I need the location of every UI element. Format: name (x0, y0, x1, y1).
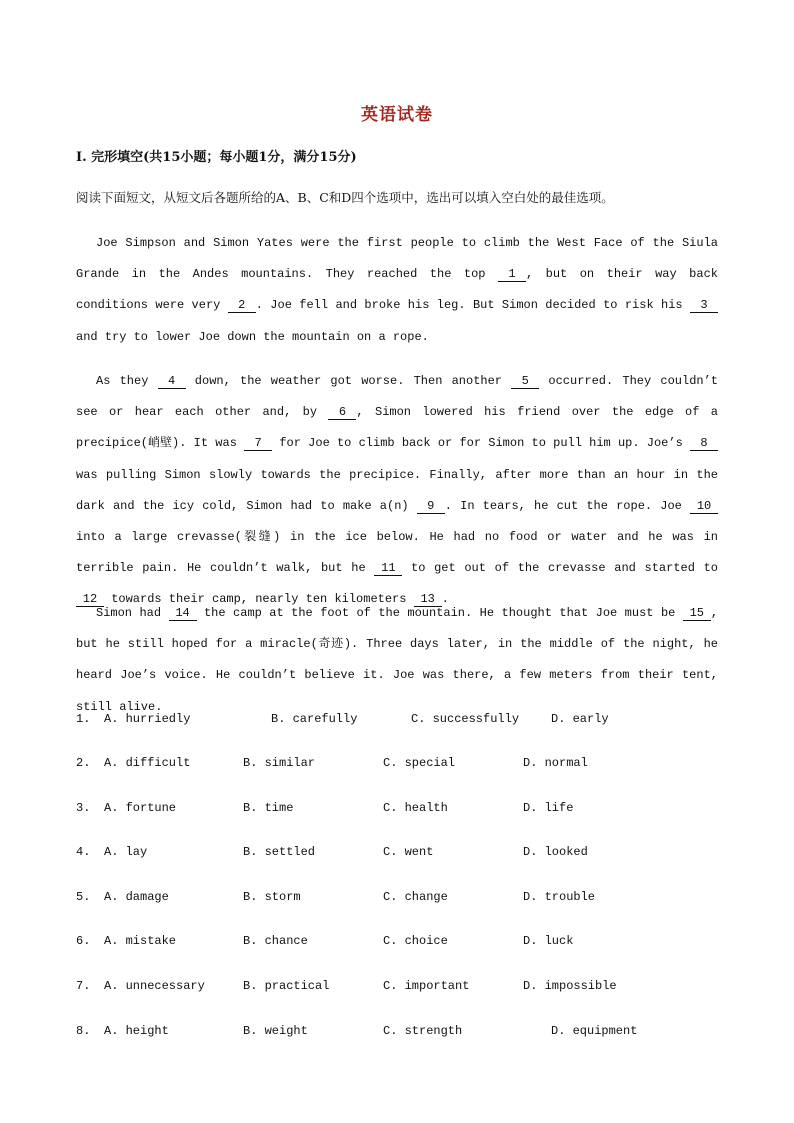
passage-text: . Joe fell and broke his leg. But Simon decided to risk his (255, 298, 690, 313)
question-row (76, 890, 718, 910)
blank-12: 12 (76, 592, 104, 607)
option-d[interactable]: D. normal (523, 756, 588, 770)
passage-paragraph-2 (76, 366, 718, 616)
question-row (76, 756, 718, 776)
option-d[interactable]: D. equipment (551, 1024, 638, 1038)
option-b[interactable]: B. carefully (271, 712, 358, 726)
passage-paragraph-3 (76, 598, 718, 723)
option-a[interactable]: A. height (104, 1024, 169, 1038)
option-c[interactable]: C. successfully (411, 712, 520, 726)
option-a[interactable]: A. damage (104, 890, 169, 904)
question-row (76, 979, 718, 999)
option-d[interactable]: D. luck (523, 934, 574, 948)
question-number: 4. (76, 845, 91, 859)
question-row (76, 1024, 718, 1044)
option-a[interactable]: A. mistake (104, 934, 177, 948)
blank-6: 6 (328, 405, 356, 420)
page-title: 英语试卷 (361, 105, 433, 125)
passage-text: Simon had (96, 606, 169, 620)
option-b[interactable]: B. weight (243, 1024, 308, 1038)
option-a[interactable]: A. fortune (104, 801, 177, 815)
blank-13: 13 (414, 592, 442, 607)
passage-text: down, the weather got worse. Then another (185, 374, 512, 388)
passage-text: . (441, 592, 449, 607)
option-b[interactable]: B. storm (243, 890, 301, 904)
blank-10: 10 (690, 499, 718, 514)
option-c[interactable]: C. change (383, 890, 448, 904)
passage-text: for Joe to climb back or for Simon to pull him up. Joe’s (272, 436, 691, 451)
blank-5: 5 (511, 374, 539, 389)
option-b[interactable]: B. settled (243, 845, 316, 859)
passage-text: , but on their way back conditions were very (76, 267, 718, 313)
passage-text: to get out of the crevasse and started to (402, 561, 718, 576)
question-number: 8. (76, 1024, 91, 1038)
blank-9: 9 (417, 499, 445, 514)
passage-text: As they (96, 374, 158, 388)
option-c[interactable]: C. health (383, 801, 448, 815)
question-number: 3. (76, 801, 91, 815)
passage-text: Joe Simpson and Simon Yates were the first people to climb the West Face of the Siula Grande in the Andes mountains. They reached the top (76, 236, 718, 282)
option-c[interactable]: C. special (383, 756, 456, 770)
question-number: 5. (76, 890, 91, 904)
blank-8: 8 (690, 436, 718, 451)
question-row (76, 845, 718, 865)
option-b[interactable]: B. chance (243, 934, 308, 948)
blank-11: 11 (374, 561, 402, 576)
option-a[interactable]: A. lay (104, 845, 148, 859)
option-c[interactable]: C. choice (383, 934, 448, 948)
question-row (76, 712, 718, 732)
blank-1: 1 (498, 267, 526, 282)
passage-text: , but he still hoped for a miracle(奇迹). Three days later, in the middle of the night, he heard Joe’s voice. He couldn’t believe it. Joe was there, a few meters from their tent, still alive. (76, 606, 719, 714)
option-a[interactable]: A. difficult (104, 756, 191, 770)
question-number: 7. (76, 979, 91, 993)
option-d[interactable]: D. looked (523, 845, 588, 859)
question-number: 1. (76, 712, 91, 726)
option-a[interactable]: A. unnecessary (104, 979, 205, 993)
blank-14: 14 (169, 606, 197, 621)
section-heading: I. 完形填空(共15小题；每小题1分，满分15分) (76, 150, 357, 165)
option-d[interactable]: D. life (523, 801, 574, 815)
option-c[interactable]: C. went (383, 845, 434, 859)
passage-text: was pulling Simon slowly towards the precipice. Finally, after more than an hour in the dark and the icy cold, Simon had to make a(n) (76, 467, 718, 513)
option-b[interactable]: B. practical (243, 979, 330, 993)
question-number: 2. (76, 756, 91, 770)
option-c[interactable]: C. important (383, 979, 470, 993)
passage-text: and try to lower Joe down the mountain on a rope. (76, 329, 429, 344)
passage-text: into a large crevasse(裂缝) in the ice below. He had no food or water and he was in terrible pain. He couldn’t walk, but he (76, 530, 718, 576)
passage-text: the camp at the foot of the mountain. He thought that Joe must be (196, 606, 683, 620)
blank-3: 3 (690, 298, 718, 313)
option-d[interactable]: D. impossible (523, 979, 617, 993)
passage-text: towards their camp, nearly ten kilometers (104, 592, 414, 607)
instructions: 阅读下面短文，从短文后各题所给的A、B、C和D四个选项中，选出可以填入空白处的最佳选项。 (76, 190, 614, 205)
passage-text: . In tears, he cut the rope. Joe (444, 498, 691, 513)
option-d[interactable]: D. early (551, 712, 609, 726)
option-b[interactable]: B. similar (243, 756, 316, 770)
option-d[interactable]: D. trouble (523, 890, 596, 904)
question-row (76, 801, 718, 821)
blank-15: 15 (683, 606, 711, 621)
blank-7: 7 (244, 436, 272, 451)
passage-text: , Simon lowered his friend over the edge of a precipice(峭壁). It was (76, 405, 718, 451)
blank-2: 2 (228, 298, 256, 313)
passage-paragraph-1 (76, 228, 718, 353)
option-c[interactable]: C. strength (383, 1024, 463, 1038)
option-b[interactable]: B. time (243, 801, 294, 815)
passage-text: occurred. They couldn’t see or hear each other and, by (76, 374, 719, 420)
question-number: 6. (76, 934, 91, 948)
option-a[interactable]: A. hurriedly (104, 712, 191, 726)
blank-4: 4 (158, 374, 186, 389)
question-row (76, 934, 718, 954)
